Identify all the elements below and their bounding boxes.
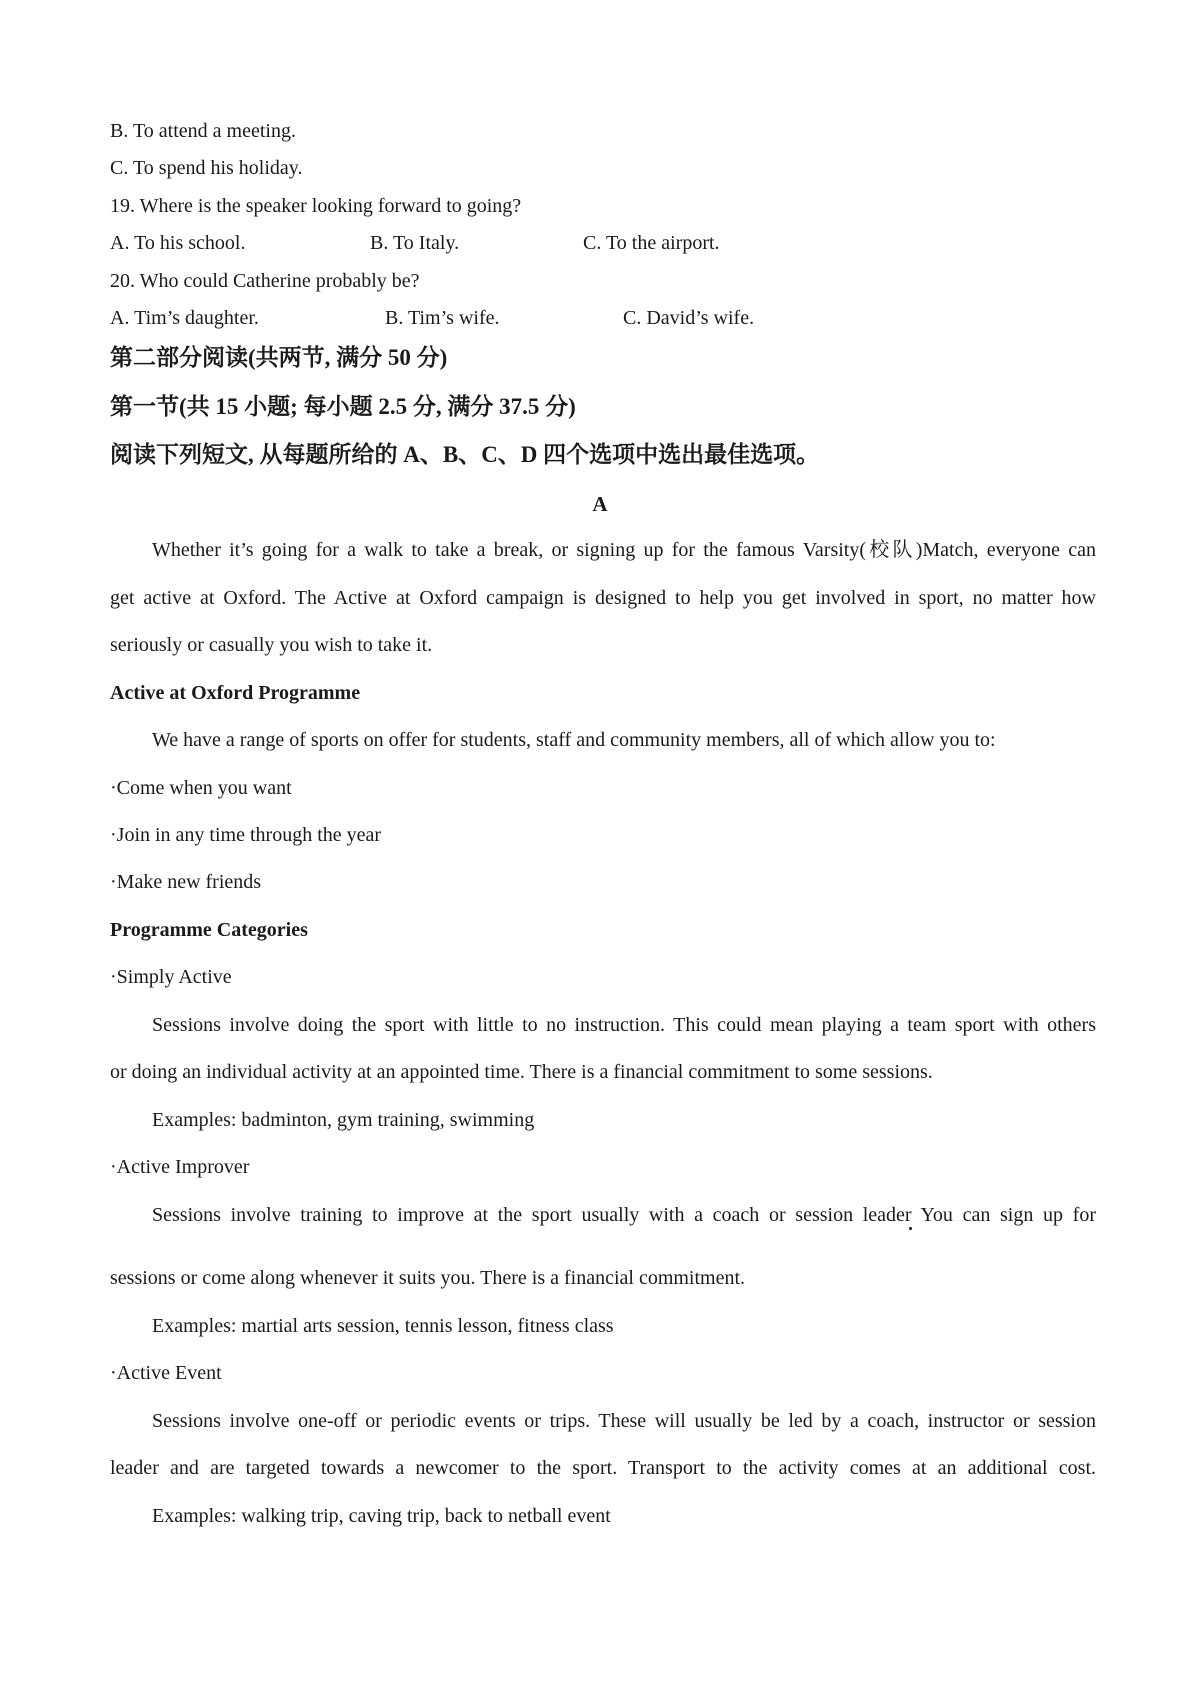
q19-option-c: C. To the airport. [583,232,720,254]
q20-option-c: C. David’s wife. [623,307,755,329]
question-20: 20. Who could Catherine probably be? [110,270,420,292]
q20-option-b: B. Tim’s wife. [385,307,500,329]
category-examples: Examples: martial arts session, tennis lesson, fitness class [152,1315,614,1337]
programme-intro: We have a range of sports on offer for students, staff and community members, all of which allow you to: [152,729,996,751]
section1-heading: 第一节(共 15 小题; 每小题 2.5 分, 满分 37.5 分) [110,394,576,419]
category-examples: Examples: walking trip, caving trip, back to netball event [152,1505,611,1527]
intro-line-1: Whether it’s going for a walk to take a break, or signing up for the famous Varsity(校队)Match, everyone can [152,539,1096,561]
category-title: ·Active Event [110,1362,222,1384]
option-c-line: C. To spend his holiday. [110,157,303,179]
option-b-line: B. To attend a meeting. [110,120,296,142]
stray-dot-mark [909,1227,912,1230]
category-text-line: Sessions involve doing the sport with little to no instruction. This could mean playing a team sport with others [152,1014,1096,1036]
instruction-heading: 阅读下列短文, 从每题所给的 A、B、C、D 四个选项中选出最佳选项。 [110,442,820,467]
q19-option-b: B. To Italy. [370,232,460,254]
passage-letter: A [592,492,608,516]
category-title: ·Active Improver [110,1156,250,1178]
category-text-line: or doing an individual activity at an appointed time. There is a financial commitment to some sessions. [110,1061,933,1083]
category-text-line: leader and are targeted towards a newcomer to the sport. Transport to the activity comes at an additional cost. [110,1457,1096,1479]
categories-heading: Programme Categories [110,919,308,941]
intro-line-2: get active at Oxford. The Active at Oxford campaign is designed to help you get involved in sport, no matter how [110,587,1096,609]
intro-line-3: seriously or casually you wish to take it. [110,634,433,656]
category-text-line: Sessions involve training to improve at the sport usually with a coach or session leader You can sign up for [152,1204,1096,1226]
category-text-line: Sessions involve one-off or periodic events or trips. These will usually be led by a coach, instructor or session [152,1410,1096,1432]
bullet-item: ·Come when you want [110,777,292,799]
question-19: 19. Where is the speaker looking forward to going? [110,195,522,217]
category-title: ·Simply Active [110,966,232,988]
q19-option-a: A. To his school. [110,232,246,254]
programme-heading: Active at Oxford Programme [110,682,361,704]
bullet-item: ·Join in any time through the year [110,824,382,846]
part2-heading: 第二部分阅读(共两节, 满分 50 分) [110,345,448,370]
bullet-item: ·Make new friends [110,871,262,893]
category-text-line: sessions or come along whenever it suits you. There is a financial commitment. [110,1267,746,1289]
category-examples: Examples: badminton, gym training, swimming [152,1109,535,1131]
q20-option-a: A. Tim’s daughter. [110,307,259,329]
